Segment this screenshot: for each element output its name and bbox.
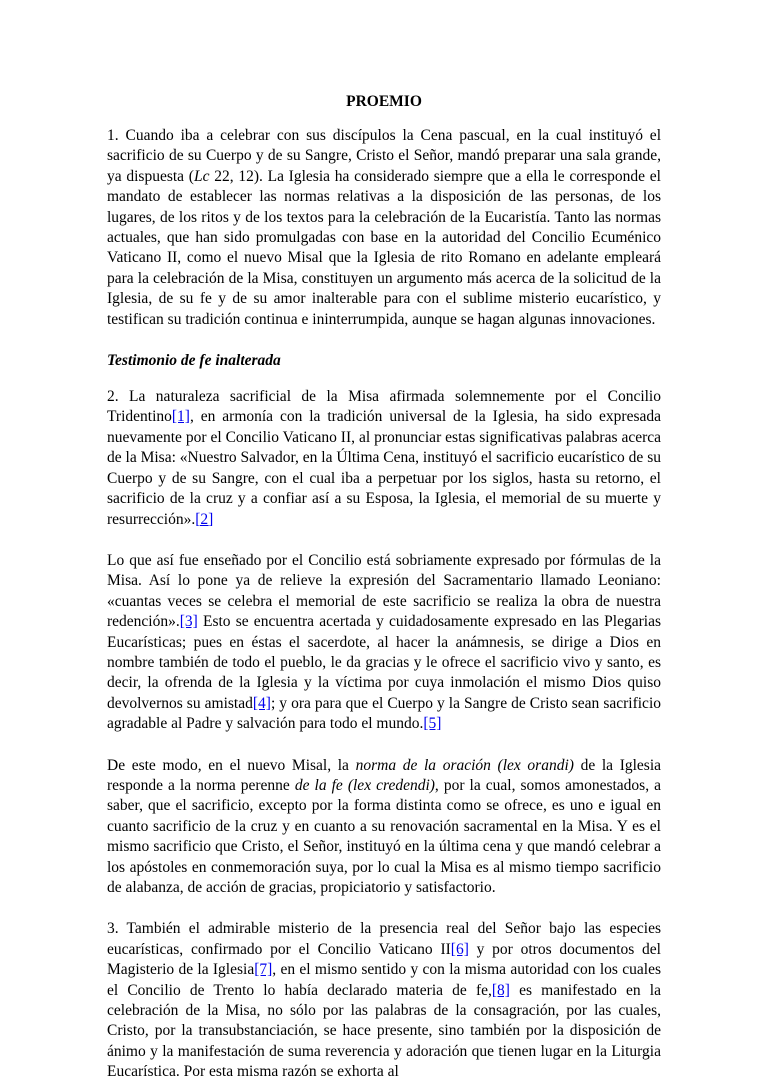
paragraph-3-text-a: Lo que así fue enseñado por el Concilio está sobriamente expresado por fórmulas de la Misa. Así lo pone ya de relieve la expresión del Sacramentario llamado Leoniano: «cuantas veces se celebra el memorial de este sacrificio se realiza la obra de nuestra redención». bbox=[107, 551, 661, 631]
lex-credendi-phrase: de la fe (lex credendi) bbox=[294, 776, 435, 794]
footnote-link-6[interactable]: [6] bbox=[450, 940, 469, 958]
paragraph-5-text-d: es manifestado en la celebración de la Misa, no sólo por las palabras de la consagración, por las cuales, Cristo, por la transubstanciación, se hace presente, sino también por la disposición de ánimo y la manifestación de suma reverencia y adoración que tienen lugar en la Liturgia Eucarística. Por esta misma razón se exhorta al bbox=[107, 981, 661, 1081]
paragraph-2-text-a: 2. La naturaleza sacrificial de la Misa afirmada solemnemente por el Concilio Tridentino bbox=[107, 388, 661, 426]
footnote-link-8[interactable]: [8] bbox=[491, 981, 510, 999]
footnote-link-4[interactable]: [4] bbox=[252, 694, 271, 712]
lex-orandi-phrase: norma de la oración (lex orandi) bbox=[355, 756, 574, 774]
paragraph-2-text-b: , en armonía con la tradición universal de la Iglesia, ha sido expresada nuevamente por el Concilio Vaticano II, al pronunciar estas significativas palabras acerca de la Misa: «Nuestro Salvador, en la Última Cena, instituyó el sacrificio eucarístico de su Cuerpo y de su Sangre, con el cual iba a perpetuar por los siglos, hasta su retorno, el sacrificio de la cruz y a confiar así a su Esposa, la Iglesia, el memorial de su muerte y resurrección». bbox=[107, 408, 661, 528]
paragraph-3 bbox=[107, 551, 661, 735]
paragraph-4-text-b: de la Iglesia responde a la norma perenne bbox=[107, 756, 662, 794]
paragraph-3-text-c: ; y ora para que el Cuerpo y la Sangre de Cristo sean sacrificio agradable al Padre y salvación para todo el mundo. bbox=[107, 694, 661, 733]
footnote-link-5[interactable]: [5] bbox=[423, 715, 442, 733]
footnote-link-3[interactable]: [3] bbox=[179, 613, 198, 631]
section-subtitle: Testimonio de fe inalterada bbox=[107, 352, 281, 370]
paragraph-5-text-c: , en el mismo sentido y con la misma autoridad con los cuales el Concilio de Trento lo había declarado materia de fe, bbox=[107, 961, 661, 999]
paragraph-2 bbox=[107, 387, 661, 530]
paragraph-1-text-a: 1. Cuando iba a celebrar con sus discípulos la Cena pascual, en la cual instituyó el sacrificio de su Cuerpo y de su Sangre, Cristo el Señor, mandó preparar una sala grande, ya dispuesta ( bbox=[107, 127, 661, 185]
paragraph-1-text-b: 22, 12). La Iglesia ha considerado siempre que a ella le corresponde el mandato de establecer las normas relativas a la disposición de las personas, de los lugares, de los ritos y de los textos para la celebración de la Eucaristía. Tanto las normas actuales, que han sido promulgadas con base en la autoridad del Concilio Ecuménico Vaticano II, como el nuevo Misal que la Iglesia de rito Romano en adelante empleará para la celebración de la Misa, constituyen un argumento más acerca de la solicitud de la Iglesia, de su fe y de su amor inalterable para con el sublime misterio eucarístico, y testifican su tradición continua e ininterrumpida, aunque se hagan algunas innovaciones. bbox=[107, 167, 661, 328]
page-title: PROEMIO bbox=[346, 93, 422, 110]
paragraph-3-text-b: Esto se encuentra acertada y cuidadosamente expresado en las Plegarias Eucarísticas; pues en éstas el sacerdote, al hacer la anámnesis, se dirige a Dios en nombre también de todo el pueblo, le da gracias y le ofrece el sacrificio vivo y santo, es decir, la ofrenda de la Iglesia y la víctima por cuya inmolación el mismo Dios quiso devolvernos su amistad bbox=[107, 613, 661, 712]
paragraph-4 bbox=[107, 756, 661, 899]
paragraph-5-text-a: 3. También el admirable misterio de la presencia real del Señor bajo las especies eucarísticas, confirmado por el Concilio Vaticano II bbox=[107, 920, 661, 958]
footnote-link-7[interactable]: [7] bbox=[254, 961, 273, 979]
paragraph-1 bbox=[107, 126, 661, 330]
footnote-link-1[interactable]: [1] bbox=[171, 408, 190, 426]
paragraph-4-text-a: De este modo, en el nuevo Misal, la bbox=[107, 756, 356, 774]
footnote-link-2[interactable]: [2] bbox=[195, 510, 214, 528]
bible-reference: Lc bbox=[193, 167, 210, 185]
paragraph-4-text-c: , por la cual, somos amonestados, a saber, que el sacrificio, excepto por la forma distinta como se ofrece, es uno e igual en cuanto sacrificio de la cruz y en cuanto a su renovación sacramental en la Misa. Y es el mismo sacrificio que Cristo, el Señor, instituyó en la última cena y que mandó celebrar a los apóstoles en conmemoración suya, por lo cual la Misa es al mismo tiempo sacrificio de alabanza, de acción de gracias, propiciatorio y satisfactorio. bbox=[107, 776, 661, 896]
paragraph-5-text-b: y por otros documentos del Magisterio de la Iglesia bbox=[107, 940, 661, 979]
paragraph-5 bbox=[107, 919, 661, 1082]
